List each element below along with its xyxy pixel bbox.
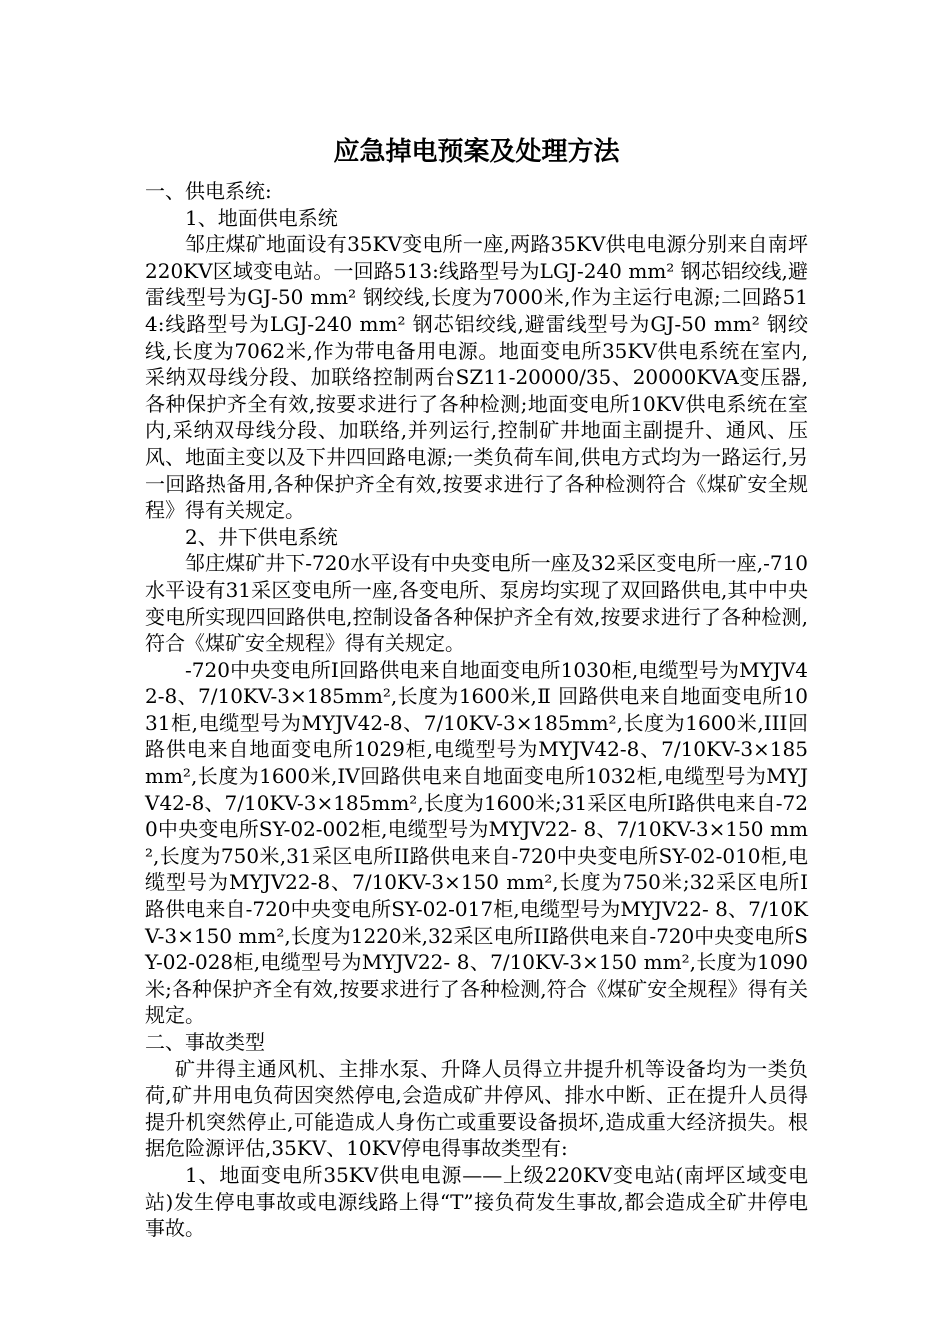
paragraph-circuit-details: -720中央变电所Ⅰ回路供电来自地面变电所1030柜,电缆型号为MYJV42-8、7/10KV-3×185mm²,长度为1600米,Ⅱ 回路供电来自地面变电所1031柜,电缆型号为MYJV42-8、7/10KV-3×185mm²,长度为1600米,III回路供电来自地面变电所1029柜,电缆型号为MYJV42-8、7/10KV-3×185mm²,长度为1600米,IV回路供电来自地面变电所1032柜,电缆型号为MYJV42-8、7/10KV-3×185mm²,长度为1600米;31采区电所Ⅰ路供电来自-720中央变电所SY-02-002柜,电缆型号为MYJV22- 8、7/10KV-3×150 mm²,长度为750米,31采区电所II路供电来自-720中央变电所SY-02-010柜,电缆型号为MYJV22-8、7/10KV-3×150 mm²,长度为750米;32采区电所Ⅰ路供电来自-720中央变电所SY-02-017柜,电缆型号为MYJV22- 8、7/10KV-3×150 mm²,长度为1220米,32采区电所II路供电来自-720中央变电所SY-02-028柜,电缆型号为MYJV22- 8、7/10KV-3×150 mm²,长度为1090米;各种保护齐全有效,按要求进行了各种检测,符合《煤矿安全规程》得有关规定。 (145, 657, 808, 1028)
paragraph-underground-power: 邹庄煤矿井下-720水平设有中央变电所一座及32采区变电所一座,-710水平设有31采区变电所一座,各变电所、泵房均实现了双回路供电,其中中央变电所实现四回路供电,控制设备各种保护齐全有效,按要求进行了各种检测,符合《煤矿安全规程》得有关规定。 (145, 551, 808, 656)
paragraph-accident-type-1: 1、地面变电所35KV供电电源——上级220KV变电站(南坪区域变电站)发生停电事故或电源线路上得“T”接负荷发生事故,都会造成全矿井停电事故。 (145, 1162, 808, 1241)
paragraph-ground-power: 邹庄煤矿地面设有35KV变电所一座,两路35KV供电电源分别来自南坪220KV区域变电站。一回路513:线路型号为LGJ-240 mm² 钢芯铝绞线,避雷线型号为GJ-50 mm² 钢绞线,长度为7000米,作为主运行电源;二回路514:线路型号为LGJ-240 mm² 钢芯铝绞线,避雷线型号为GJ-50 mm² 钢绞线,长度为7062米,作为带电备用电源。地面变电所35KV供电系统在室内,采纳双母线分段、加联络控制两台SZ11-20000/35、20000KVA变压器,各种保护齐全有效,按要求进行了各种检测;地面变电所10KV供电系统在室内,采纳双母线分段、加联络,并列运行,控制矿井地面主副提升、通风、压风、地面主变以及下井四回路电源;一类负荷车间,供电方式均为一路运行,另一回路热备用,各种保护齐全有效,按要求进行了各种检测符合《煤矿安全规程》得有关规定。 (145, 232, 808, 523)
document-title: 应急掉电预案及处理方法 (333, 137, 620, 167)
subsection-heading-underground-power: 2、井下供电系统 (185, 524, 338, 549)
section-heading-power-system: 一、供电系统: (145, 179, 272, 203)
section-heading-accident-types: 二、事故类型 (145, 1030, 265, 1054)
paragraph-accident-overview: 矿井得主通风机、主排水泵、升降人员得立井提升机等设备均为一类负荷,矿井用电负荷因突然停电,会造成矿井停风、排水中断、正在提升人员得提升机突然停止,可能造成人身伤亡或重要设备损坏,造成重大经济损失。根据危险源评估,35KV、10KV停电得事故类型有: (145, 1056, 808, 1161)
document-page (145, 128, 808, 1242)
subsection-heading-ground-power: 1、地面供电系统 (185, 205, 338, 230)
